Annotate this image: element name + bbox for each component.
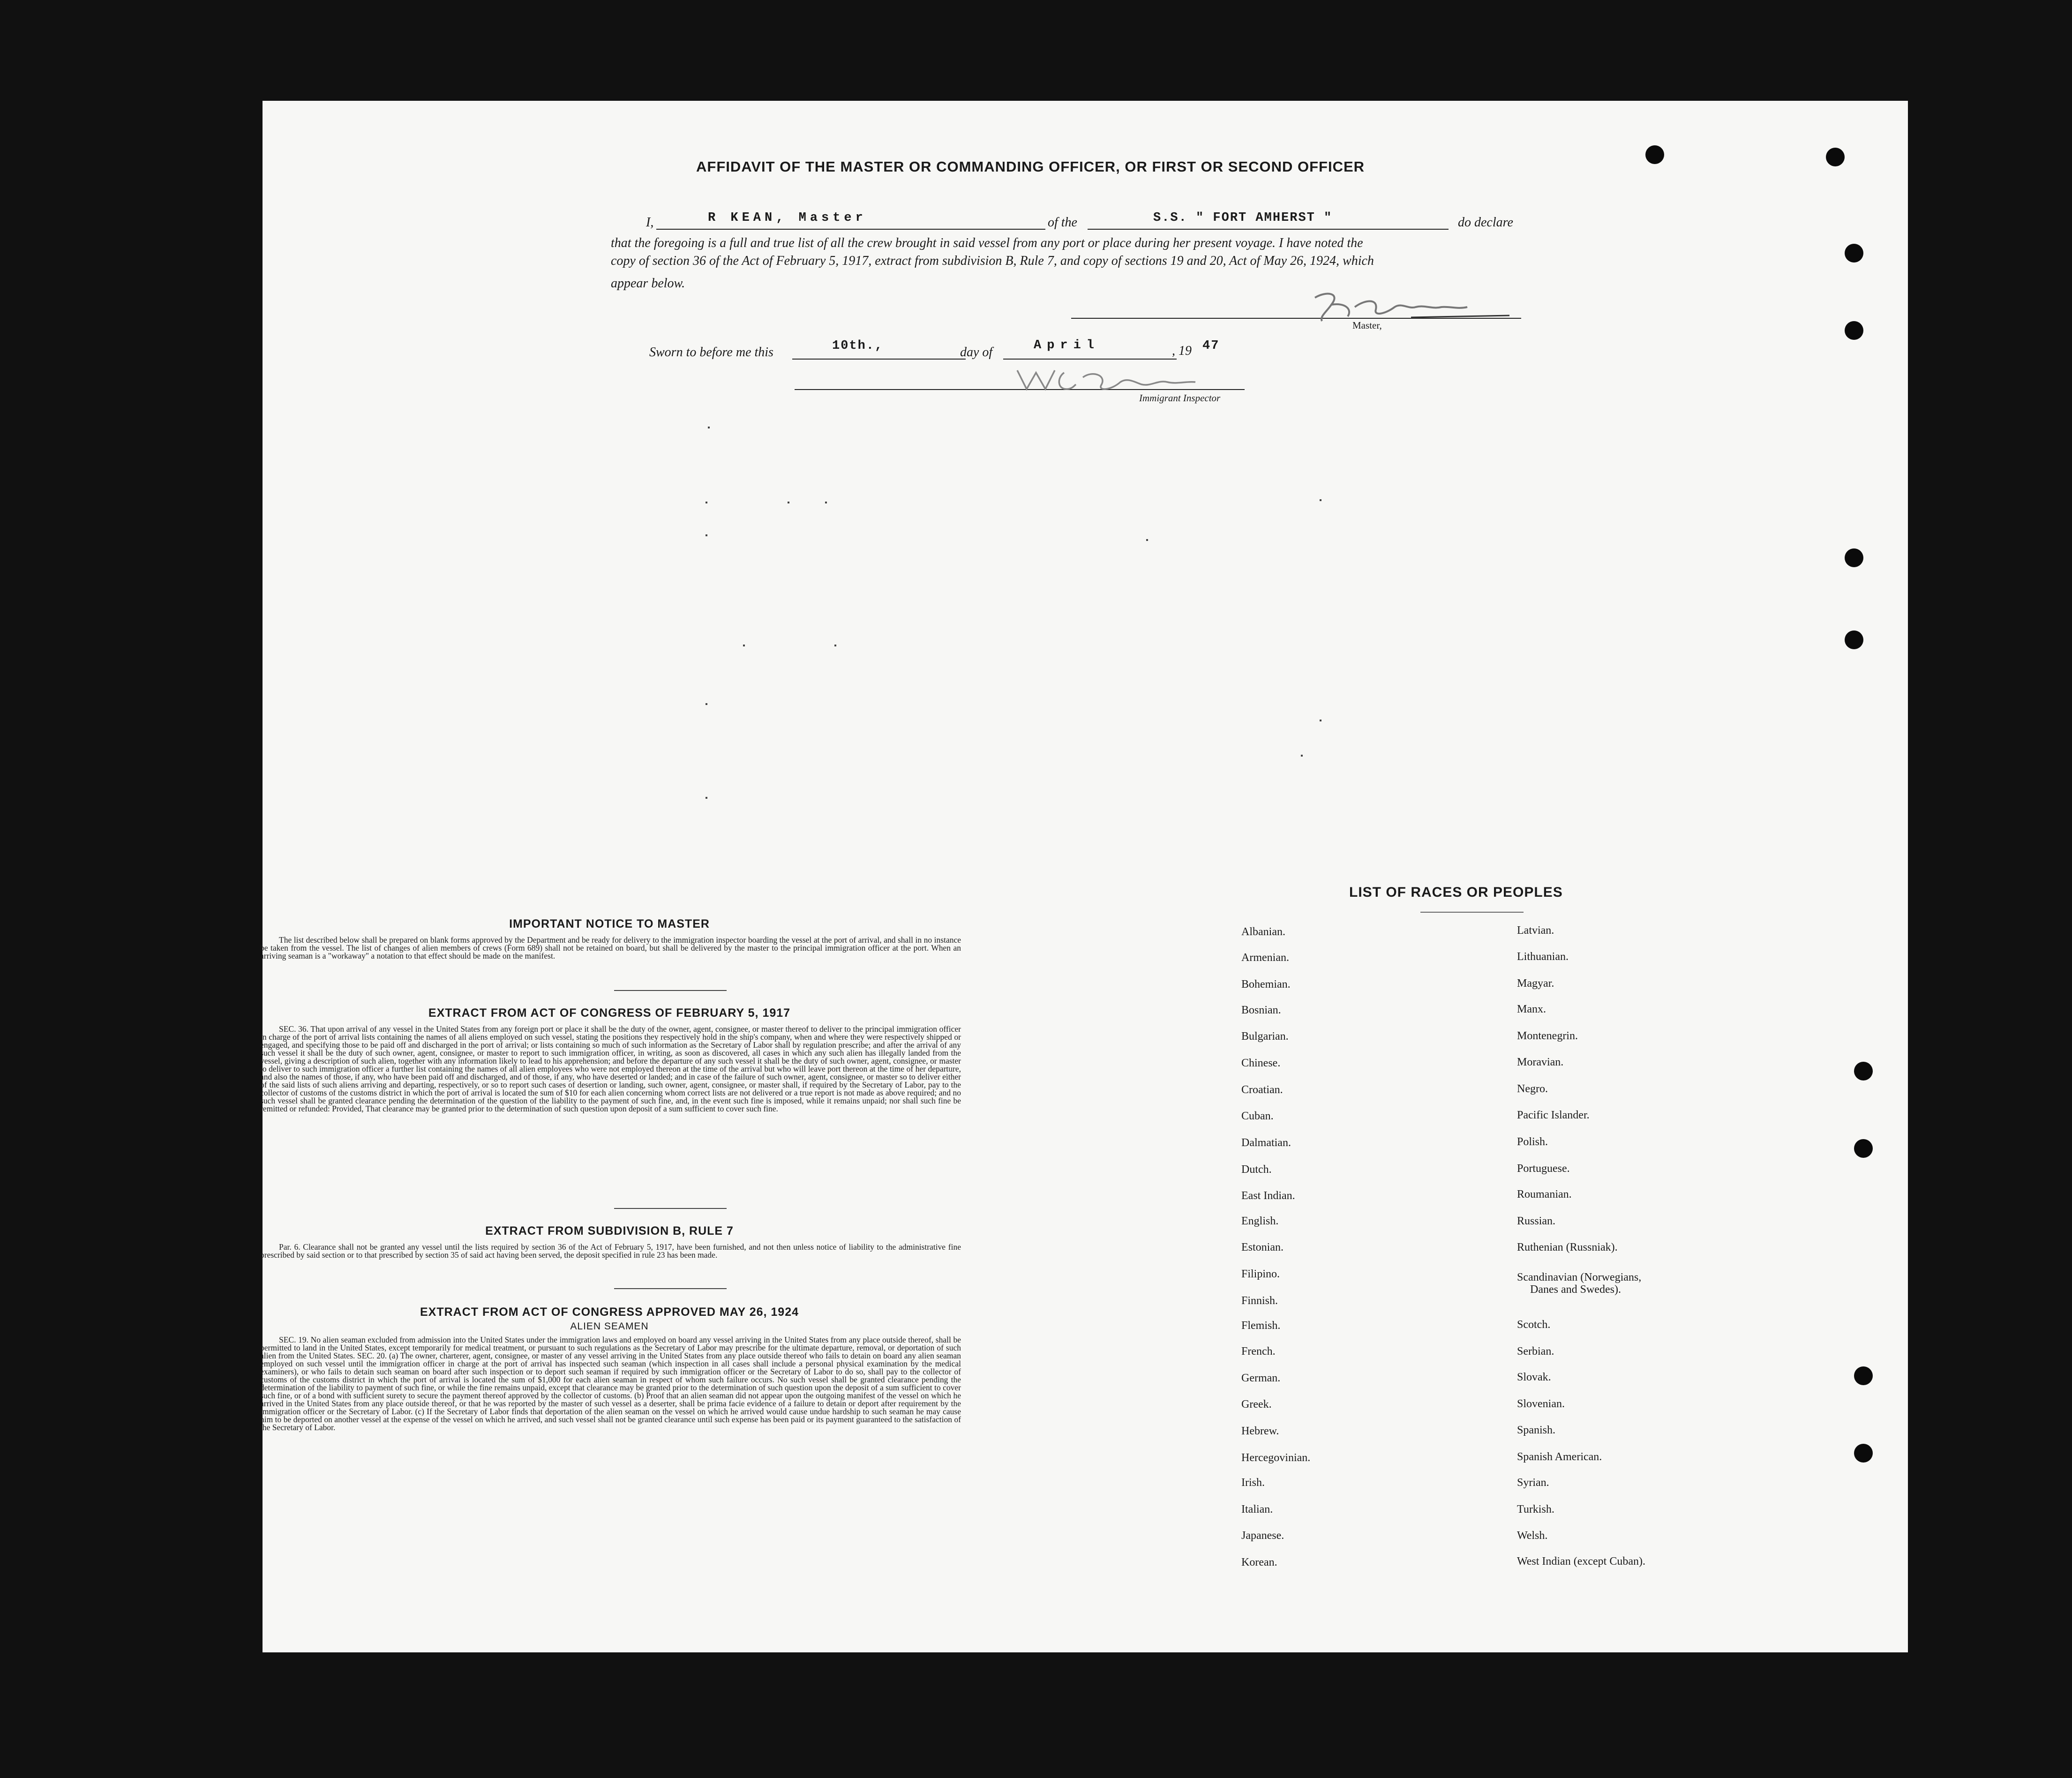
race-item: Latvian. bbox=[1517, 924, 1554, 937]
speck bbox=[706, 703, 707, 705]
rule-7-text: Par. 6. Clearance shall not be granted any vessel until the lists required by section 36 of the Act of February 5, 1917, have been furnished, and not then unless notice of liability to the administrative fine prescribed by said section or to that prescribed by section 35 of said act having been served, the deposit specified in rule 23 has been made. bbox=[260, 1242, 961, 1260]
speck bbox=[1320, 499, 1321, 501]
divider bbox=[614, 990, 727, 991]
race-item: Moravian. bbox=[1517, 1056, 1564, 1068]
race-item: Finnish. bbox=[1241, 1295, 1278, 1307]
race-item: Slovak. bbox=[1517, 1371, 1551, 1383]
act-1917-text: SEC. 36. That upon arrival of any vessel in the United States from any foreign port or place it shall be the duty of the owner, agent, consignee, or master thereof to deliver to the principal immigration officer in charge of the port of arrival lists containing the names of all aliens employed on such vessel, stating the positions they respectively hold in the ship's company, when and where they were respectively shipped or engaged, and specifying those to be paid off and discharged in the port of arrival; or lists containing so much of such information as the Secretary of Labor shall by regulation prescribe; and after the arrival of any such vessel it shall be the duty of such owner, agent, consignee, or master to report to such immigration officer, in writing, as soon as discovered, all cases in which any such alien has illegally landed from the vessel, giving a description of such alien, together with any information likely to lead to his apprehension; and before the departure of any such vessel it shall be the duty of such owner, agent, consignee, or master to deliver to such immigration officer a further list containing the names of all alien employees who were not employed thereon at the time of the arrival but who will leave port thereon at the time of her departure, and also the names of those, if any, who have been paid off and discharged, and of those, if any, who have deserted or landed; and in case of the failure of such owner, agent, consignee, or master so to deliver either of the said lists of such aliens arriving and departing, respectively, or so to report such cases of desertion or landing, such owner, agent, consignee, or master shall, if required by the Secretary of Labor, pay to the collector of customs of the customs district in which the port of arrival is located the sum of $10 for each alien concerning whom correct lists are not delivered or a true report is not made as above required; and no such vessel shall be granted clearance pending the determination of the question of the liability to the payment of such fine, and, in the event such fine is imposed, while it remains unpaid; nor shall such fine be remitted or refunded: Provided, That clearance may be granted prior to the determination of such question upon deposit of a sum sufficient to cover such fine. bbox=[260, 1024, 961, 1113]
race-item: Filipino. bbox=[1241, 1268, 1280, 1280]
day-of-label: day of bbox=[960, 345, 993, 360]
speck bbox=[706, 502, 707, 503]
race-item: Hercegovinian. bbox=[1241, 1452, 1311, 1464]
rule-7-title: EXTRACT FROM SUBDIVISION B, RULE 7 bbox=[485, 1224, 734, 1238]
race-item: Korean. bbox=[1241, 1556, 1277, 1568]
speck bbox=[825, 502, 827, 503]
sworn-day: 10th., bbox=[832, 339, 884, 353]
punch-hole bbox=[1845, 548, 1863, 567]
race-item: English. bbox=[1241, 1215, 1279, 1227]
sworn-year: 47 bbox=[1202, 339, 1220, 353]
race-item: Dutch. bbox=[1241, 1163, 1272, 1176]
master-caption: Master, bbox=[1352, 320, 1382, 331]
punch-hole bbox=[1854, 1139, 1873, 1158]
races-title: LIST OF RACES OR PEOPLES bbox=[1349, 885, 1563, 900]
race-item: Bohemian. bbox=[1241, 978, 1291, 990]
speck bbox=[743, 645, 745, 646]
race-item: Pacific Islander. bbox=[1517, 1109, 1590, 1121]
race-item: Italian. bbox=[1241, 1503, 1273, 1515]
notice-text: The list described below shall be prepared on blank forms approved by the Department and be ready for delivery to the immigration inspector boarding the vessel at the port of arrival, and shall in no instance be taken from the vessel. The list of changes of alien members of crews (Form 689) shall not be retained on board, but shall be delivered by the master to the principal immigration officer at the port. When an arriving seaman is a "workaway" a notation to that effect should be made on the manifest. bbox=[260, 935, 961, 960]
act-1924-title: EXTRACT FROM ACT OF CONGRESS APPROVED MAY 26, 1924 bbox=[420, 1305, 799, 1319]
race-item: Negro. bbox=[1517, 1083, 1548, 1095]
race-item: Danes and Swedes). bbox=[1530, 1283, 1621, 1296]
speck bbox=[788, 502, 789, 503]
vessel-name: S.S. " FORT AMHERST " bbox=[1153, 211, 1333, 225]
master-name: R KEAN, Master bbox=[708, 211, 867, 225]
race-item: Turkish. bbox=[1517, 1503, 1554, 1515]
race-item: Spanish. bbox=[1517, 1424, 1556, 1436]
race-item: West Indian (except Cuban). bbox=[1517, 1555, 1645, 1568]
race-item: Serbian. bbox=[1517, 1345, 1554, 1358]
race-item: Welsh. bbox=[1517, 1530, 1548, 1542]
race-item: German. bbox=[1241, 1372, 1281, 1384]
race-item: Scotch. bbox=[1517, 1319, 1551, 1331]
race-item: Flemish. bbox=[1241, 1320, 1281, 1332]
race-item: Scandinavian (Norwegians, bbox=[1517, 1271, 1642, 1283]
punch-hole bbox=[1845, 321, 1863, 340]
name-line bbox=[656, 229, 1045, 230]
race-item: Armenian. bbox=[1241, 952, 1289, 964]
punch-hole bbox=[1845, 244, 1863, 263]
race-item: East Indian. bbox=[1241, 1190, 1295, 1202]
race-item: Croatian. bbox=[1241, 1084, 1283, 1096]
punch-hole bbox=[1826, 148, 1845, 166]
year-prefix: , 19 bbox=[1172, 344, 1192, 358]
punch-hole bbox=[1845, 630, 1863, 649]
race-item: Syrian. bbox=[1517, 1477, 1549, 1489]
race-item: Slovenian. bbox=[1517, 1398, 1565, 1410]
race-item: Montenegrin. bbox=[1517, 1030, 1578, 1042]
master-signature bbox=[1308, 288, 1524, 326]
inspector-caption: Immigrant Inspector bbox=[1139, 392, 1221, 404]
day-line bbox=[792, 359, 966, 360]
act-1924-subtitle: ALIEN SEAMEN bbox=[570, 1321, 649, 1332]
race-item: Japanese. bbox=[1241, 1530, 1284, 1542]
race-item: Roumanian. bbox=[1517, 1188, 1572, 1200]
race-item: Greek. bbox=[1241, 1398, 1272, 1410]
of-the-label: of the bbox=[1048, 215, 1077, 230]
race-item: Albanian. bbox=[1241, 926, 1285, 938]
divider bbox=[1420, 912, 1524, 913]
race-item: Spanish American. bbox=[1517, 1451, 1602, 1463]
race-item: Bulgarian. bbox=[1241, 1030, 1289, 1043]
act-1924-text: SEC. 19. No alien seaman excluded from admission into the United States under the immigration laws and employed on board any vessel arriving in the United States from any place outside thereof, shall be permitted to land in the United States, except temporarily for medical treatment, or pursuant to such regulations as the Secretary of Labor may prescribe for the ultimate departure, removal, or deportation of such alien from the United States. SEC. 20. (a) The owner, charterer, agent, consignee, or master of any vessel arriving in the United States from any place outside thereof who fails to detain on board any alien seaman employed on such vessel until the immigration officer in charge at the port of arrival has inspected such seaman (which inspection in all cases shall include a personal physical examination by the medical examiners), or who fails to detain such seaman on board after such inspection or to deport such seaman if required by such immigration officer or the Secretary of Labor to do so, shall pay to the collector of customs of the customs district in which the port of arrival is located the sum of $1,000 for each alien seaman in respect of whom such failure occurs. No such vessel shall be granted clearance pending the determination of the liability to payment of such fine, or while the fine remains unpaid, except that clearance may be granted prior to the determination of such question upon the deposit of a sum sufficient to cover such fine, or of a bond with sufficient surety to secure the payment thereof approved by the collector of customs. (b) Proof that an alien seaman did not appear upon the outgoing manifest of the vessel on which he arrived in the United States from any place outside thereof, or that he was reported by the master of such vessel as a deserter, shall be prima facie evidence of a failure to detain or deport after requirement by the immigration officer or the Secretary of Labor. (c) If the Secretary of Labor finds that deportation of the alien seaman on the vessel on which he arrived would cause undue hardship to such seaman he may cause him to be deported on another vessel at the expense of the vessel on which he arrived, and such vessel shall not be granted clearance until such expense has been paid or its payment guaranteed to the satisfaction of the Secretary of Labor. bbox=[260, 1335, 961, 1432]
inspector-signature bbox=[1013, 363, 1219, 396]
race-item: Cuban. bbox=[1241, 1110, 1274, 1122]
sworn-month: April bbox=[1034, 338, 1100, 353]
intro-i: I, bbox=[646, 215, 654, 230]
speck bbox=[834, 645, 836, 646]
declaration-line-2: copy of section 36 of the Act of February 5, 1917, extract from subdivision B, Rule 7, and copy of sections 19 and 20, Act of May 26, 1924, which bbox=[611, 254, 1374, 268]
punch-hole bbox=[1854, 1062, 1873, 1080]
race-item: Hebrew. bbox=[1241, 1425, 1279, 1437]
speck bbox=[708, 427, 710, 428]
race-item: French. bbox=[1241, 1345, 1276, 1358]
divider bbox=[614, 1208, 727, 1209]
race-item: Lithuanian. bbox=[1517, 951, 1569, 963]
race-item: Portuguese. bbox=[1517, 1163, 1570, 1175]
speck bbox=[1301, 755, 1303, 757]
do-declare-label: do declare bbox=[1458, 215, 1513, 230]
race-item: Russian. bbox=[1517, 1215, 1556, 1227]
race-item: Dalmatian. bbox=[1241, 1137, 1291, 1149]
vessel-line bbox=[1088, 229, 1449, 230]
race-item: Polish. bbox=[1517, 1136, 1548, 1148]
affidavit-title: AFFIDAVIT OF THE MASTER OR COMMANDING OFFICER, OR FIRST OR SECOND OFFICER bbox=[696, 158, 1365, 175]
speck bbox=[1146, 539, 1148, 541]
act-1917-title: EXTRACT FROM ACT OF CONGRESS OF FEBRUARY 5, 1917 bbox=[428, 1006, 791, 1020]
speck bbox=[1320, 720, 1321, 721]
sworn-label: Sworn to before me this bbox=[649, 345, 773, 360]
punch-hole bbox=[1645, 145, 1664, 164]
notice-title: IMPORTANT NOTICE TO MASTER bbox=[509, 917, 710, 930]
race-item: Bosnian. bbox=[1241, 1004, 1281, 1016]
punch-hole bbox=[1854, 1366, 1873, 1385]
race-item: Ruthenian (Russniak). bbox=[1517, 1241, 1618, 1253]
race-item: Magyar. bbox=[1517, 977, 1554, 990]
month-line bbox=[1003, 359, 1177, 360]
speck bbox=[706, 797, 707, 799]
race-item: Chinese. bbox=[1241, 1057, 1281, 1069]
divider bbox=[614, 1288, 727, 1289]
race-item: Manx. bbox=[1517, 1003, 1546, 1015]
punch-hole bbox=[1854, 1444, 1873, 1463]
declaration-line-1: that the foregoing is a full and true list of all the crew brought in said vessel from any port or place during her present voyage. I have noted the bbox=[611, 236, 1363, 250]
declaration-line-3: appear below. bbox=[611, 276, 685, 291]
race-item: Irish. bbox=[1241, 1477, 1265, 1489]
speck bbox=[706, 534, 707, 536]
race-item: Estonian. bbox=[1241, 1241, 1284, 1253]
